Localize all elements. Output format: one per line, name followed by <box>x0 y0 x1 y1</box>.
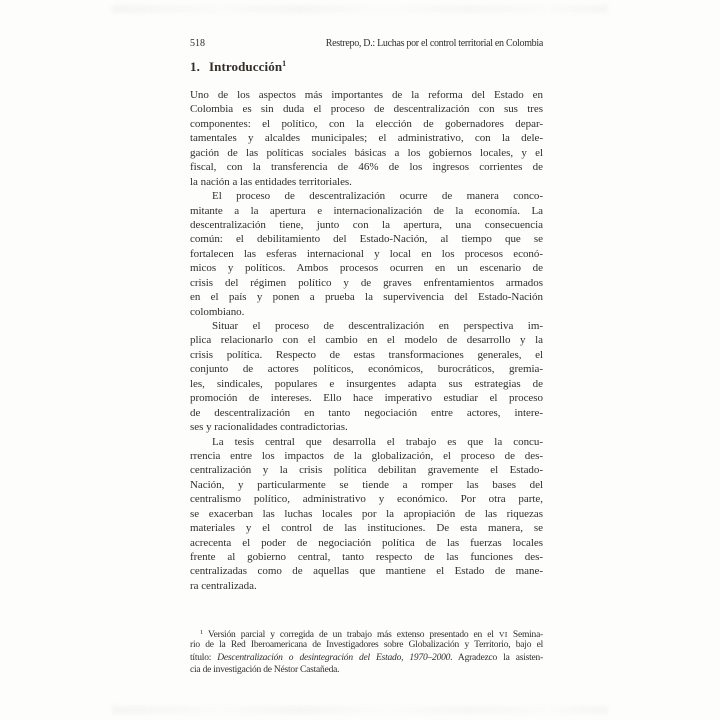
section-number: 1. <box>190 59 200 74</box>
text-line: promoción de intereses. Ello hace imperativo estudiar el proceso <box>190 392 543 405</box>
text-line: mitante a la apertura e internacionalización de la economía. La <box>190 204 543 217</box>
section-title: Introducción <box>208 59 283 74</box>
text-line: El proceso de descentralización ocurre de manera conco- <box>212 190 543 203</box>
text-line: centralizadas como de aquellas que mantiene el Estado de mane- <box>190 565 543 578</box>
text-line: la nación a las entidades territoriales. <box>190 175 352 188</box>
footnote-text: Descentralización o desintegración del Estado, 1970–2000 <box>217 652 451 663</box>
text-line: en el país y ponen a prueba la supervivencia del Estado-Nación <box>190 291 543 304</box>
text-line: centralización y la crisis política debilitan gravemente el Estado- <box>190 464 543 477</box>
text-line: descentralización tiene, junto con la apertura, una consecuencia <box>190 218 543 231</box>
scan-artifact-bottom <box>112 706 608 714</box>
text-line: Uno de los aspectos más importantes de la reforma del Estado en <box>190 89 543 101</box>
text-line: conjunto de actores políticos, económicos, burocráticos, gremia- <box>190 363 543 376</box>
footnote-text: VI <box>498 630 508 639</box>
text-line: tamentales y alcaldes municipales; el administrativo, con la dele- <box>190 132 543 145</box>
paragraph <box>190 435 543 594</box>
footnote <box>190 627 543 676</box>
text-line: gación de las políticas sociales básicas a los gobiernos locales, y el <box>190 146 543 159</box>
page-number: 518 <box>190 38 205 49</box>
text-line: crisis política. Respecto de estas transformaciones generales, el <box>190 348 543 361</box>
text-line: común: el debilitamiento del Estado-Nación, al tiempo que se <box>190 233 543 246</box>
text-line: se exacerban las luchas locales por la apropiación de las riquezas <box>190 507 543 520</box>
text-line: frente al gobierno central, tanto respecto de las funciones des- <box>190 551 543 563</box>
section-heading <box>190 59 286 75</box>
text-line: micos y políticos. Ambos procesos ocurren en un escenario de <box>190 262 543 275</box>
footnote-line <box>190 664 543 676</box>
page-content <box>190 0 543 720</box>
footnote-marker: 1 <box>200 629 204 636</box>
text-line: acrecenta el poder de negociación política de las fuerzas locales <box>190 536 543 549</box>
running-title: Restrepo, D.: Luchas por el control territorial en Colombia <box>325 38 543 49</box>
text-line: Nación, y particularmente se tiende a romper las bases del <box>190 478 543 491</box>
paragraph <box>190 319 543 435</box>
footnote-text: Versión parcial y corregida de un trabajo más extenso presentado en el <box>203 630 499 640</box>
text-line: Colombia es sin duda el proceso de descentralización con sus tres <box>190 103 543 116</box>
footnote-text: cia de investigación de Néstor Castañeda. <box>190 664 340 675</box>
text-line: les, sindicales, populares e insurgentes adapta sus estrategias de <box>190 377 543 390</box>
text-line: plica relacionarlo con el cambio en el modelo de desarrollo y la <box>190 334 543 347</box>
footnote-text: Semina- <box>507 630 544 640</box>
footnote-line <box>190 652 543 664</box>
body-text <box>190 88 543 593</box>
text-line: centralismo político, administrativo y económico. Por otra parte, <box>190 493 543 506</box>
paragraph <box>190 189 543 319</box>
text-line: ra centralizada. <box>190 579 257 592</box>
heading-footnote-ref: 1 <box>282 59 287 68</box>
footnote-text: título: <box>190 652 218 663</box>
footnote-line <box>190 639 543 651</box>
text-line: ses y racionalidades contradictorias. <box>190 421 348 434</box>
text-line: rrencia entre los impactos de la globalización, el proceso de des- <box>190 449 543 462</box>
paragraph <box>190 88 543 189</box>
text-line: crisis del régimen político y de graves enfrentamientos armados <box>190 276 543 289</box>
text-line: fiscal, con la transferencia de 46% de los ingresos corrientes de <box>190 161 543 174</box>
page-header <box>190 38 543 49</box>
text-line: fortalecen las esferas internacional y local en los procesos econó- <box>190 247 543 260</box>
text-line: componentes: el político, con la elección de gobernadores depar- <box>190 117 543 130</box>
footnote-line <box>190 627 543 639</box>
text-line: colombiano. <box>190 305 245 318</box>
text-line: materiales y el control de las instituciones. De esta manera, se <box>190 522 543 535</box>
text-line: Situar el proceso de descentralización en perspectiva im- <box>212 320 543 332</box>
footnote-text: . Agradezco la asisten- <box>450 652 544 663</box>
text-line: de descentralización en tanto negociación entre actores, intere- <box>190 406 543 419</box>
footnote-text: rio de la Red Iberoamericana de Investigadores sobre Globalización y Territorio, bajo el <box>190 640 543 651</box>
text-line: La tesis central que desarrolla el trabajo es que la concu- <box>212 435 543 448</box>
